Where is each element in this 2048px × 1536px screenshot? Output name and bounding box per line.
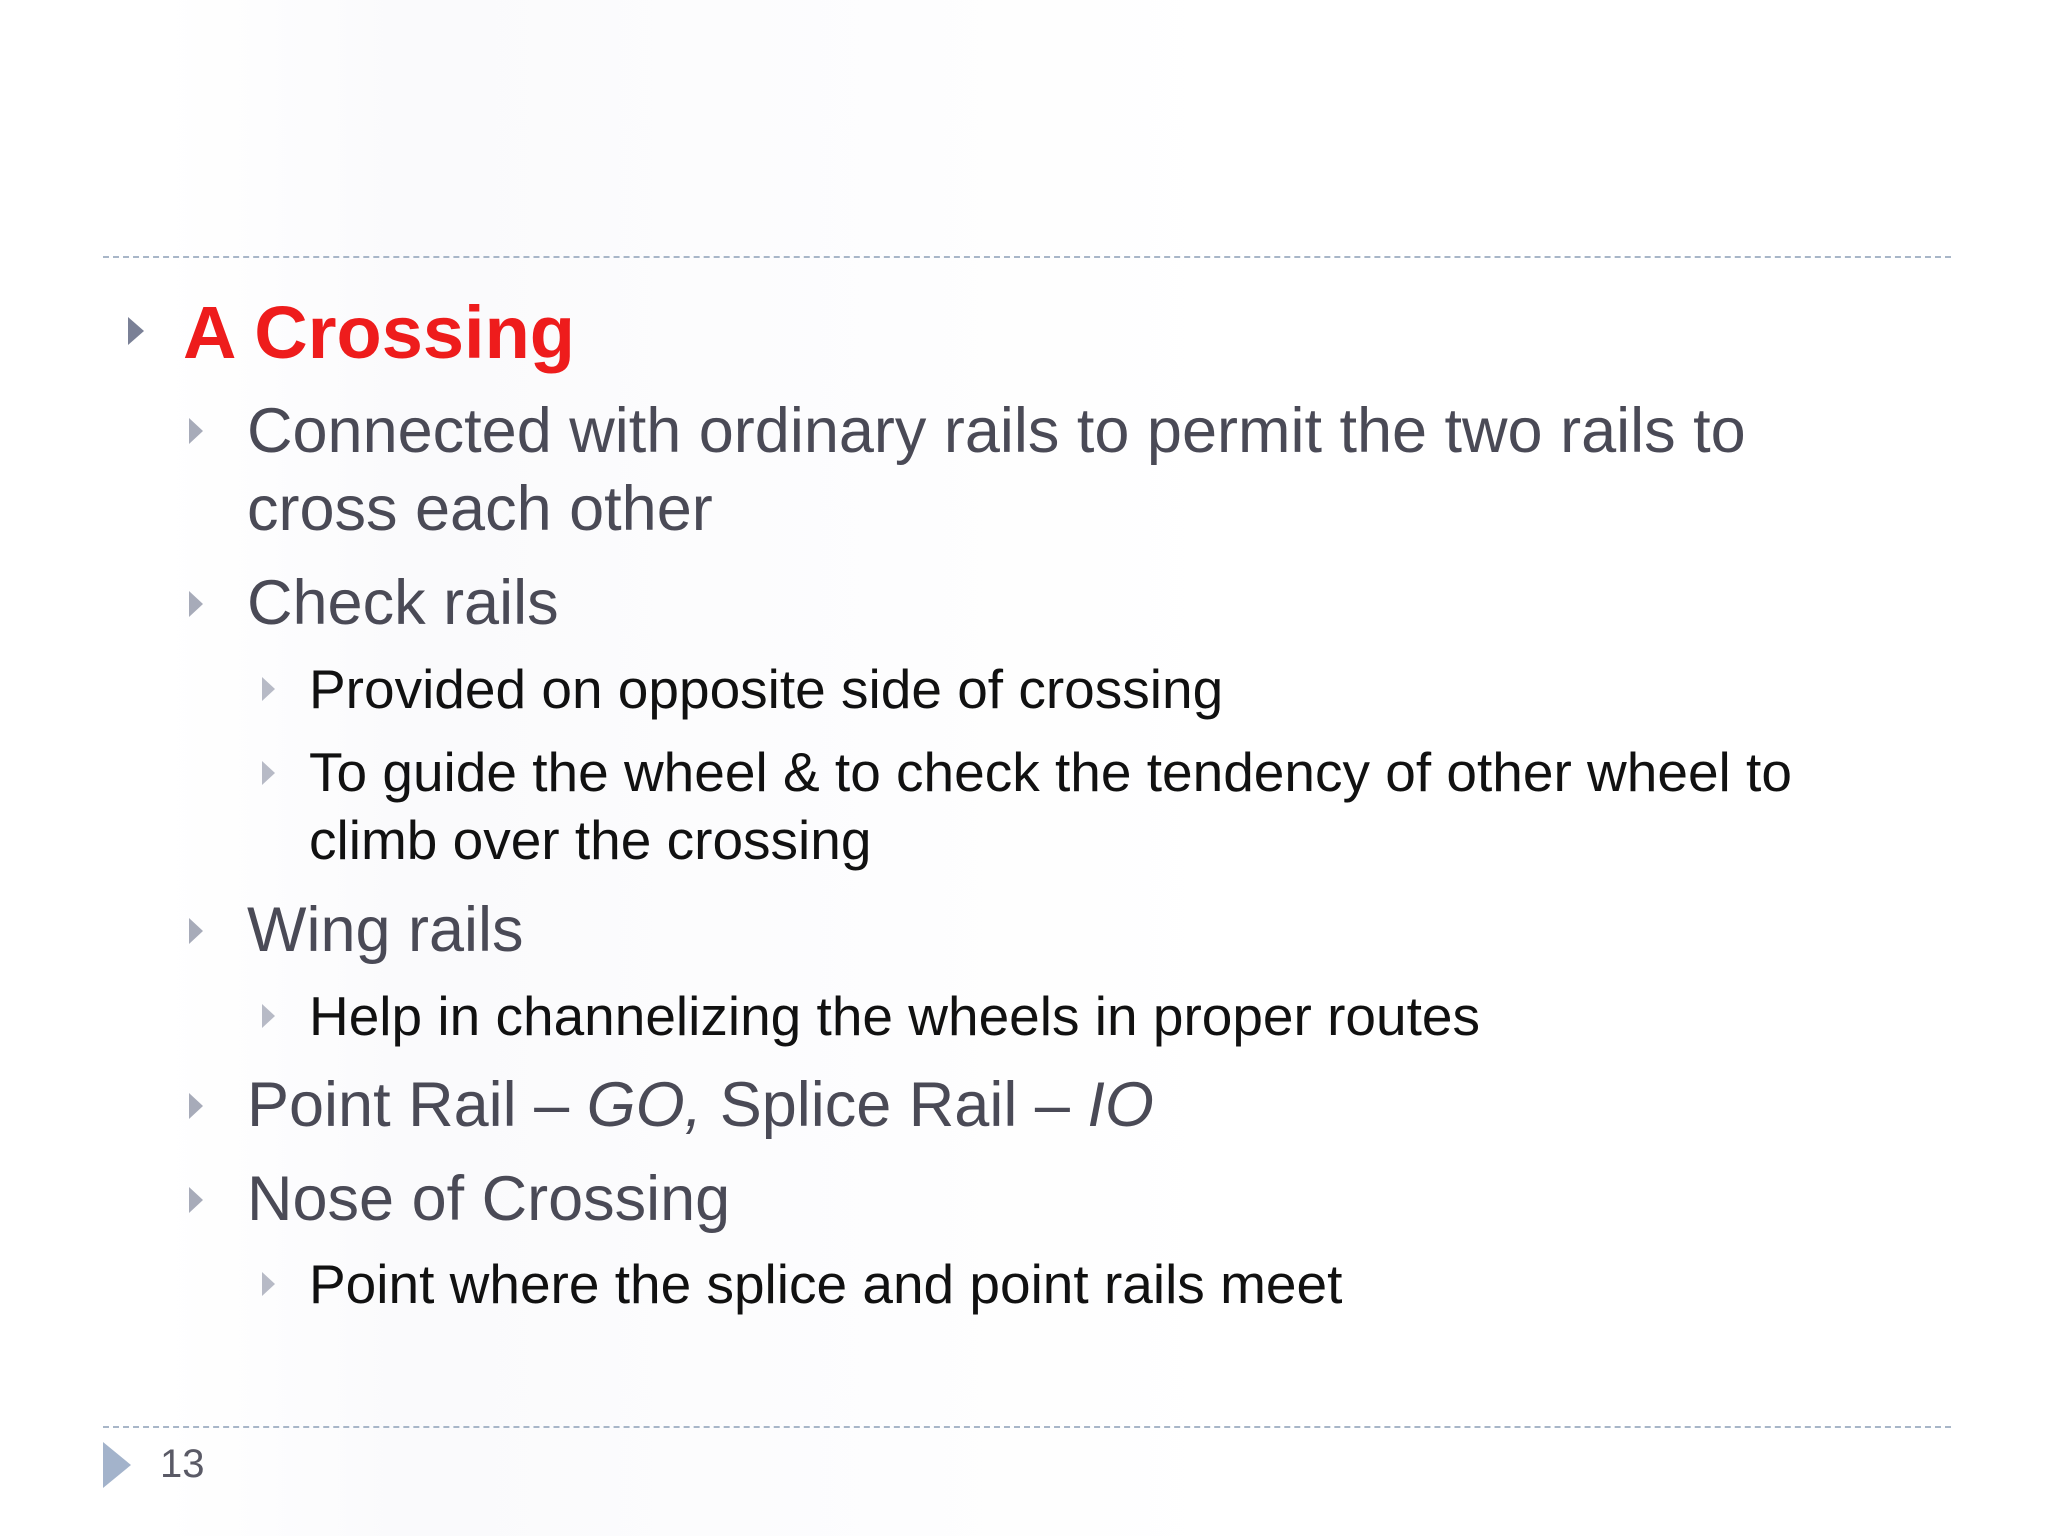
splice-rail-label: Splice Rail – <box>702 1070 1088 1140</box>
triangle-bullet-icon <box>189 1187 203 1213</box>
splice-rail-abbrev: IO <box>1087 1070 1154 1140</box>
bullet-text: Connected with ordinary rails to permit the two rails to <box>247 396 1746 466</box>
bullet-text <box>247 1066 1154 1144</box>
triangle-bullet-icon <box>262 677 275 701</box>
sub-bullet-text: Provided on opposite side of crossing <box>309 658 1224 720</box>
bullet-text: Check rails <box>247 568 559 638</box>
triangle-bullet-icon <box>262 761 275 785</box>
triangle-bullet-icon <box>189 591 203 617</box>
point-rail-abbrev: GO, <box>586 1070 703 1140</box>
slide-heading: A Crossing <box>183 291 575 374</box>
sub-bullet-text: Point where the splice and point rails meet <box>309 1253 1343 1315</box>
triangle-bullet-icon <box>128 317 144 345</box>
sub-bullet-text: Help in channelizing the wheels in proper routes <box>309 985 1480 1047</box>
bullet-text-continued: cross each other <box>247 474 713 544</box>
sub-bullet-text: To guide the wheel & to check the tendency of other wheel to <box>309 741 1792 803</box>
triangle-bullet-icon <box>189 418 203 444</box>
triangle-bullet-icon <box>262 1272 275 1296</box>
footer-triangle-icon <box>103 1442 131 1488</box>
top-divider <box>103 256 1951 258</box>
triangle-bullet-icon <box>189 918 203 944</box>
bottom-divider <box>103 1426 1951 1428</box>
bullet-text: Nose of Crossing <box>247 1164 731 1234</box>
sub-bullet-text-continued: climb over the crossing <box>309 809 872 871</box>
page-number: 13 <box>160 1442 205 1486</box>
triangle-bullet-icon <box>262 1004 275 1028</box>
triangle-bullet-icon <box>189 1093 203 1119</box>
bullet-text: Wing rails <box>247 895 524 965</box>
point-rail-label: Point Rail – <box>247 1070 587 1140</box>
